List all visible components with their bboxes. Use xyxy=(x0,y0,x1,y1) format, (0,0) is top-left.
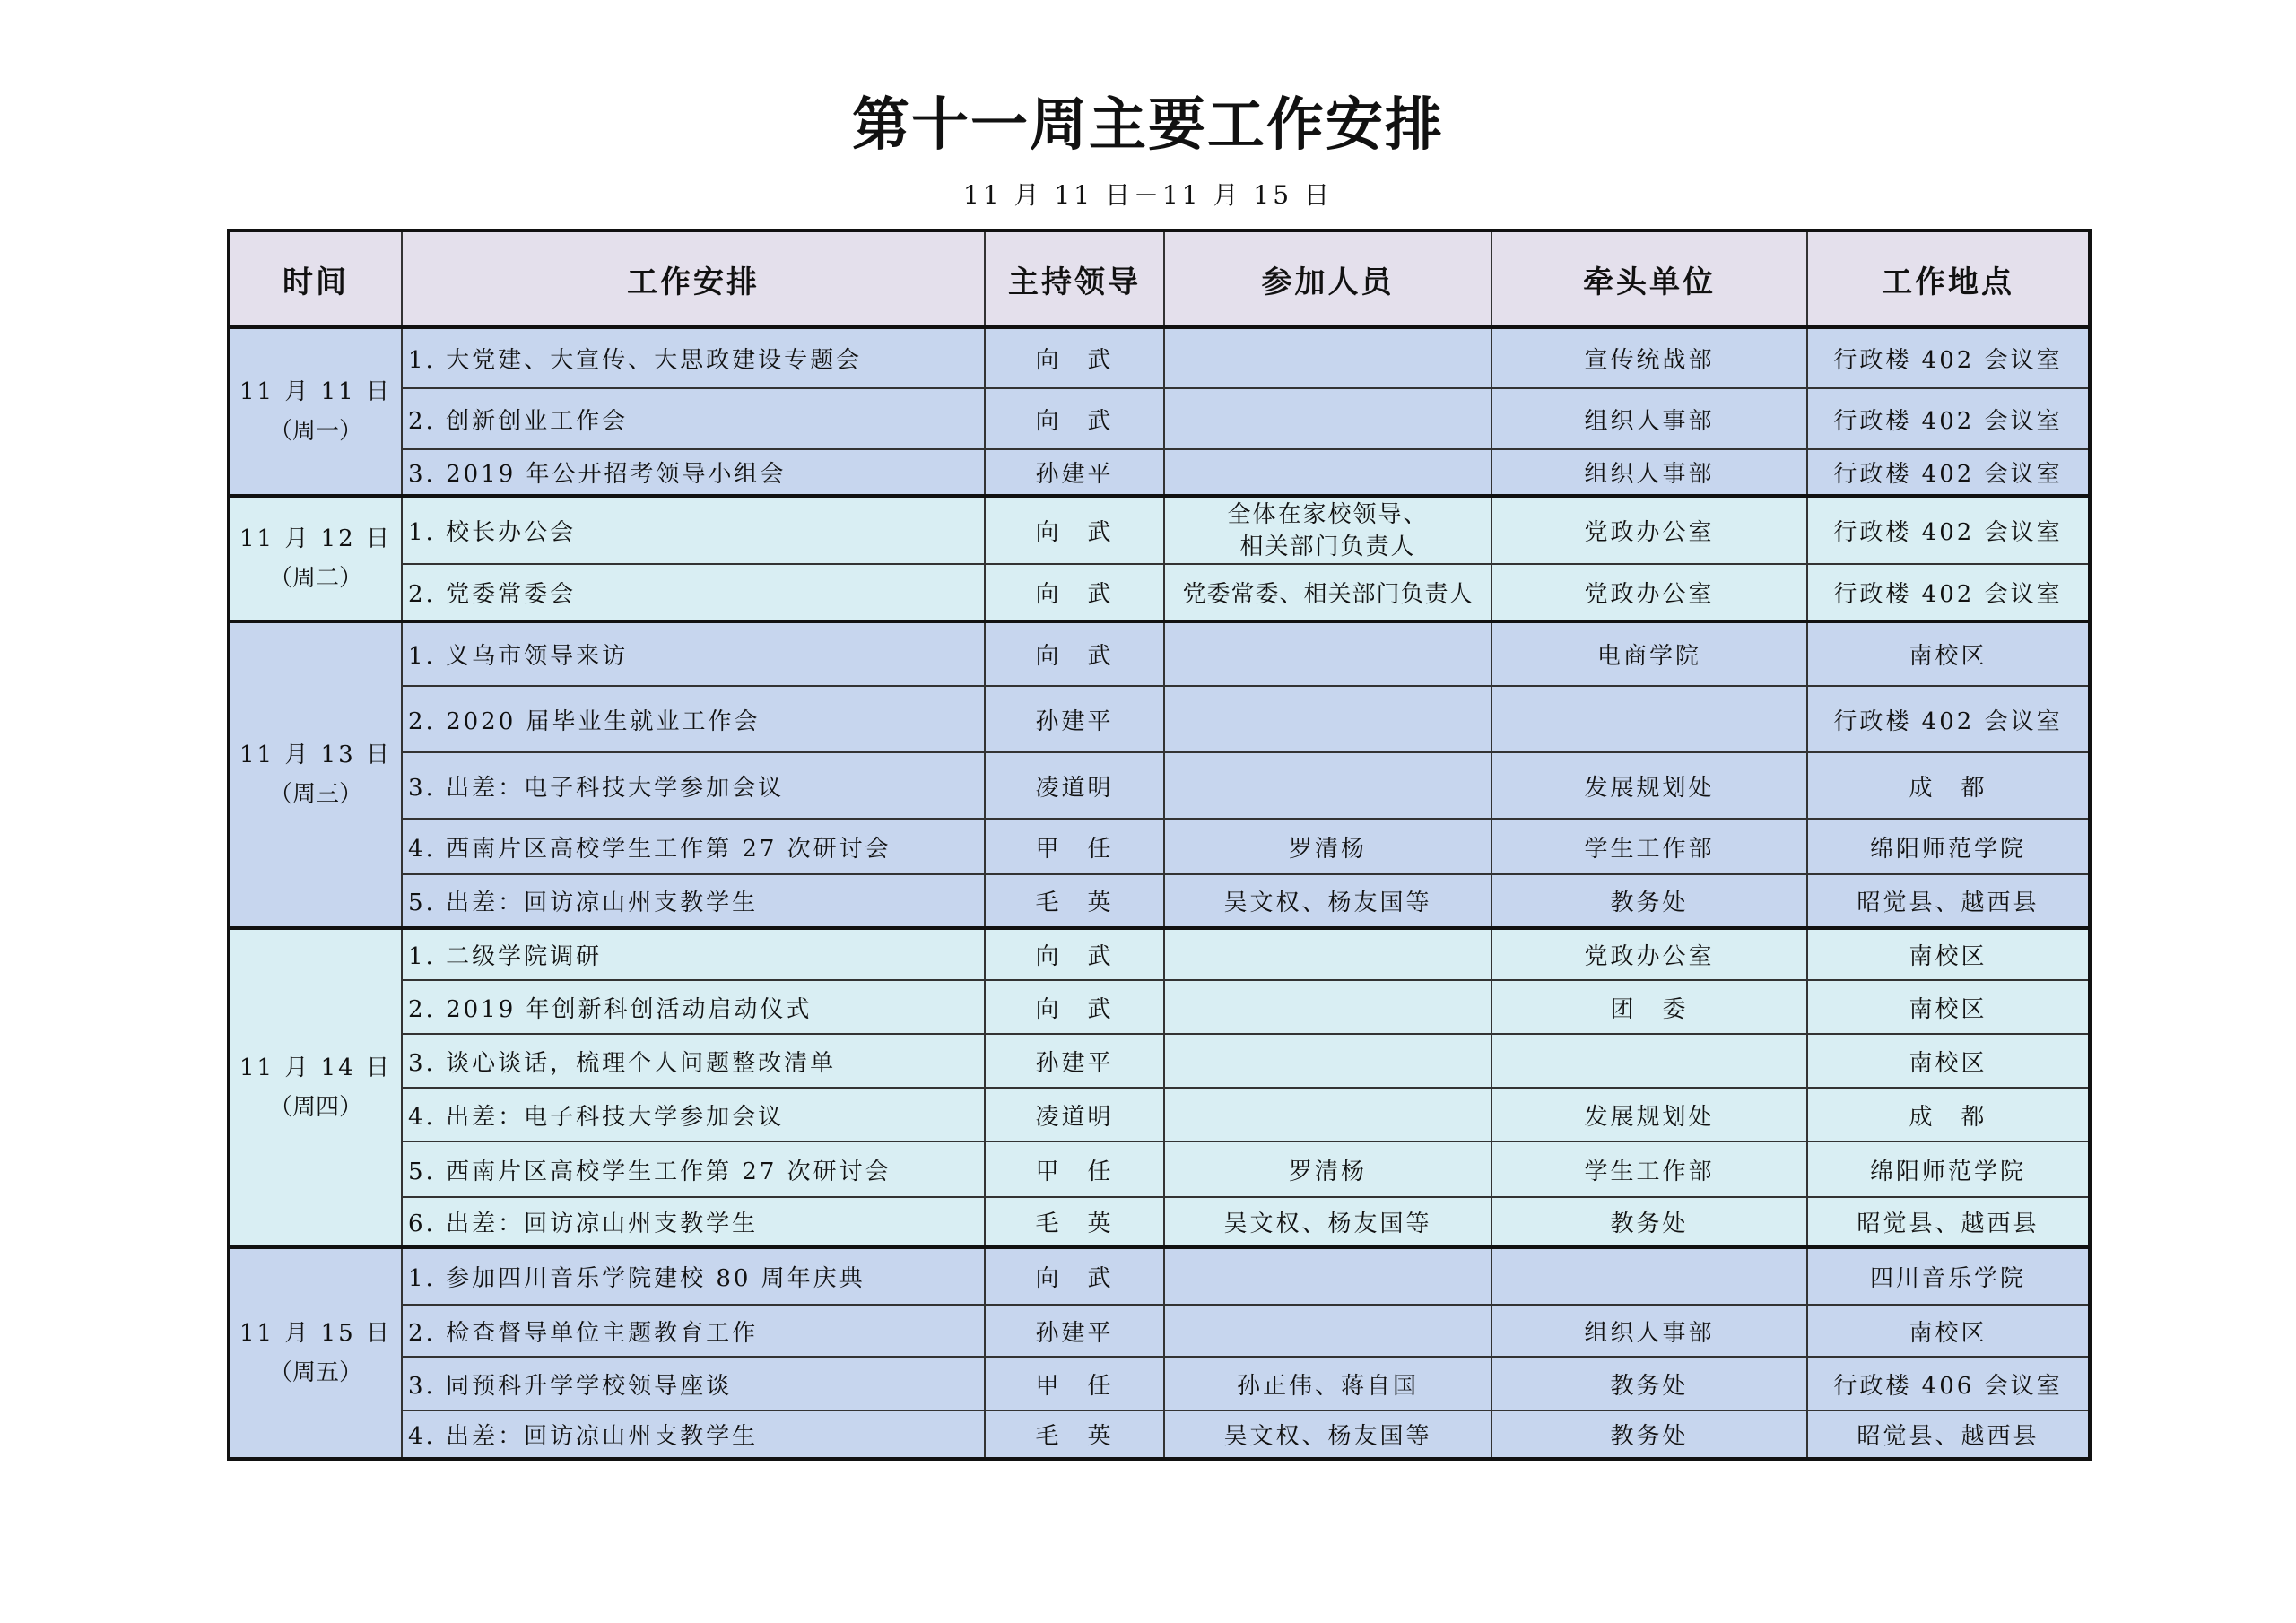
location-cell: 行政楼 402 会议室 xyxy=(1807,388,2090,449)
day-date: 11 月 15 日 xyxy=(239,1320,392,1347)
location-cell: 南校区 xyxy=(1807,980,2090,1034)
table-row xyxy=(229,1357,2090,1410)
day-cell xyxy=(229,1247,402,1459)
participants-cell xyxy=(1164,449,1492,496)
location-cell: 四川音乐学院 xyxy=(1807,1247,2090,1305)
task-cell: 1. 参加四川音乐学院建校 80 周年庆典 xyxy=(402,1247,985,1305)
unit-cell: 发展规划处 xyxy=(1492,752,1807,819)
location-cell: 绵阳师范学院 xyxy=(1807,819,2090,874)
task-cell: 3. 出差：电子科技大学参加会议 xyxy=(402,752,985,819)
task-cell: 3. 谈心谈话，梳理个人问题整改清单 xyxy=(402,1034,985,1088)
header-participants: 参加人员 xyxy=(1164,230,1492,327)
unit-cell: 组织人事部 xyxy=(1492,1305,1807,1357)
table-row xyxy=(229,1247,2090,1305)
day-cell xyxy=(229,496,402,621)
leader-cell: 向 武 xyxy=(985,564,1164,621)
location-cell: 昭觉县、越西县 xyxy=(1807,1410,2090,1459)
participants-cell xyxy=(1164,686,1492,752)
day-weekday: （周四） xyxy=(268,1094,362,1121)
task-cell: 5. 西南片区高校学生工作第 27 次研讨会 xyxy=(402,1141,985,1197)
location-cell: 成 都 xyxy=(1807,1088,2090,1141)
table-row xyxy=(229,496,2090,564)
day-group-wed xyxy=(229,621,2090,928)
participants-cell xyxy=(1164,388,1492,449)
day-cell xyxy=(229,327,402,496)
leader-cell: 凌道明 xyxy=(985,752,1164,819)
day-weekday: （周三） xyxy=(268,781,362,808)
header-time: 时间 xyxy=(229,230,402,327)
participants-cell xyxy=(1164,496,1492,564)
location-cell: 行政楼 402 会议室 xyxy=(1807,496,2090,564)
unit-cell xyxy=(1492,1247,1807,1305)
schedule-table xyxy=(227,229,2092,1461)
participants-cell xyxy=(1164,621,1492,686)
day-date: 11 月 14 日 xyxy=(239,1055,392,1081)
leader-cell: 毛 英 xyxy=(985,1410,1164,1459)
leader-cell: 向 武 xyxy=(985,327,1164,388)
participants-line-2: 相关部门负责人 xyxy=(1239,533,1416,560)
unit-cell: 电商学院 xyxy=(1492,621,1807,686)
participants-cell: 罗清杨 xyxy=(1164,1141,1492,1197)
task-cell: 6. 出差：回访凉山州支教学生 xyxy=(402,1197,985,1247)
table-row xyxy=(229,928,2090,980)
task-cell: 2. 创新创业工作会 xyxy=(402,388,985,449)
leader-cell: 向 武 xyxy=(985,928,1164,980)
task-cell: 2. 2019 年创新科创活动启动仪式 xyxy=(402,980,985,1034)
table-row xyxy=(229,686,2090,752)
leader-cell: 孙建平 xyxy=(985,1034,1164,1088)
table-row xyxy=(229,564,2090,621)
leader-cell: 向 武 xyxy=(985,388,1164,449)
unit-cell: 团 委 xyxy=(1492,980,1807,1034)
task-cell: 1. 大党建、大宣传、大思政建设专题会 xyxy=(402,327,985,388)
leader-cell: 毛 英 xyxy=(985,874,1164,928)
unit-cell: 党政办公室 xyxy=(1492,564,1807,621)
day-weekday: （周二） xyxy=(268,565,362,592)
day-group-thu xyxy=(229,928,2090,1247)
unit-cell: 发展规划处 xyxy=(1492,1088,1807,1141)
location-cell: 行政楼 402 会议室 xyxy=(1807,686,2090,752)
location-cell: 绵阳师范学院 xyxy=(1807,1141,2090,1197)
table-row xyxy=(229,621,2090,686)
unit-cell: 教务处 xyxy=(1492,1410,1807,1459)
location-cell: 行政楼 402 会议室 xyxy=(1807,327,2090,388)
header-leader: 主持领导 xyxy=(985,230,1164,327)
location-cell: 南校区 xyxy=(1807,928,2090,980)
table-row xyxy=(229,1141,2090,1197)
unit-cell: 党政办公室 xyxy=(1492,496,1807,564)
location-cell: 南校区 xyxy=(1807,1034,2090,1088)
unit-cell xyxy=(1492,1034,1807,1088)
task-cell: 5. 出差：回访凉山州支教学生 xyxy=(402,874,985,928)
task-cell: 4. 出差：回访凉山州支教学生 xyxy=(402,1410,985,1459)
header-location: 工作地点 xyxy=(1807,230,2090,327)
participants-cell: 罗清杨 xyxy=(1164,819,1492,874)
day-cell xyxy=(229,621,402,928)
day-group-fri xyxy=(229,1247,2090,1459)
location-cell: 昭觉县、越西县 xyxy=(1807,1197,2090,1247)
leader-cell: 向 武 xyxy=(985,1247,1164,1305)
task-cell: 2. 2020 届毕业生就业工作会 xyxy=(402,686,985,752)
unit-cell: 教务处 xyxy=(1492,1357,1807,1410)
location-cell: 行政楼 402 会议室 xyxy=(1807,449,2090,496)
table-row xyxy=(229,752,2090,819)
participants-cell: 吴文权、杨友国等 xyxy=(1164,1197,1492,1247)
unit-cell: 教务处 xyxy=(1492,1197,1807,1247)
day-date: 11 月 12 日 xyxy=(239,525,392,552)
day-weekday: （周五） xyxy=(268,1359,362,1386)
participants-cell: 吴文权、杨友国等 xyxy=(1164,874,1492,928)
participants-cell xyxy=(1164,980,1492,1034)
table-row xyxy=(229,327,2090,388)
location-cell: 南校区 xyxy=(1807,621,2090,686)
day-group-mon xyxy=(229,327,2090,496)
task-cell: 4. 西南片区高校学生工作第 27 次研讨会 xyxy=(402,819,985,874)
table-row xyxy=(229,874,2090,928)
table-row xyxy=(229,1197,2090,1247)
leader-cell: 向 武 xyxy=(985,496,1164,564)
participants-cell xyxy=(1164,1305,1492,1357)
table-row xyxy=(229,819,2090,874)
unit-cell: 党政办公室 xyxy=(1492,928,1807,980)
leader-cell: 甲 任 xyxy=(985,1141,1164,1197)
table-row xyxy=(229,980,2090,1034)
page-title: 第十一周主要工作安排 xyxy=(852,91,1444,159)
participants-cell xyxy=(1164,1247,1492,1305)
unit-cell: 组织人事部 xyxy=(1492,388,1807,449)
day-group-tue xyxy=(229,496,2090,621)
leader-cell: 孙建平 xyxy=(985,686,1164,752)
task-cell: 1. 校长办公会 xyxy=(402,496,985,564)
unit-cell: 教务处 xyxy=(1492,874,1807,928)
day-date: 11 月 13 日 xyxy=(239,742,392,768)
task-cell: 2. 党委常委会 xyxy=(402,564,985,621)
leader-cell: 孙建平 xyxy=(985,1305,1164,1357)
date-range: 11 月 11 日－11 月 15 日 xyxy=(963,180,1333,210)
unit-cell: 组织人事部 xyxy=(1492,449,1807,496)
unit-cell: 学生工作部 xyxy=(1492,1141,1807,1197)
leader-cell: 向 武 xyxy=(985,980,1164,1034)
participants-cell xyxy=(1164,928,1492,980)
task-cell: 1. 二级学院调研 xyxy=(402,928,985,980)
location-cell: 成 都 xyxy=(1807,752,2090,819)
location-cell: 南校区 xyxy=(1807,1305,2090,1357)
day-date: 11 月 11 日 xyxy=(239,378,392,405)
task-cell: 3. 2019 年公开招考领导小组会 xyxy=(402,449,985,496)
leader-cell: 甲 任 xyxy=(985,819,1164,874)
header-unit: 牵头单位 xyxy=(1492,230,1807,327)
table-row xyxy=(229,1034,2090,1088)
leader-cell: 甲 任 xyxy=(985,1357,1164,1410)
location-cell: 行政楼 406 会议室 xyxy=(1807,1357,2090,1410)
participants-line-1: 全体在家校领导、 xyxy=(1227,500,1429,528)
participants-cell xyxy=(1164,327,1492,388)
unit-cell: 宣传统战部 xyxy=(1492,327,1807,388)
location-cell: 昭觉县、越西县 xyxy=(1807,874,2090,928)
table-row xyxy=(229,388,2090,449)
task-cell: 3. 同预科升学学校领导座谈 xyxy=(402,1357,985,1410)
leader-cell: 毛 英 xyxy=(985,1197,1164,1247)
participants-cell xyxy=(1164,752,1492,819)
header-task: 工作安排 xyxy=(402,230,985,327)
day-weekday: （周一） xyxy=(268,418,362,445)
participants-cell: 孙正伟、蒋自国 xyxy=(1164,1357,1492,1410)
participants-cell: 党委常委、相关部门负责人 xyxy=(1164,564,1492,621)
location-cell: 行政楼 402 会议室 xyxy=(1807,564,2090,621)
table-row xyxy=(229,1410,2090,1459)
task-cell: 4. 出差：电子科技大学参加会议 xyxy=(402,1088,985,1141)
table-row xyxy=(229,1088,2090,1141)
leader-cell: 凌道明 xyxy=(985,1088,1164,1141)
leader-cell: 孙建平 xyxy=(985,449,1164,496)
header-row xyxy=(229,230,2090,327)
day-cell xyxy=(229,928,402,1247)
table-row xyxy=(229,449,2090,496)
participants-cell: 吴文权、杨友国等 xyxy=(1164,1410,1492,1459)
participants-cell xyxy=(1164,1088,1492,1141)
unit-cell xyxy=(1492,686,1807,752)
task-cell: 1. 义乌市领导来访 xyxy=(402,621,985,686)
unit-cell: 学生工作部 xyxy=(1492,819,1807,874)
table-row xyxy=(229,1305,2090,1357)
task-cell: 2. 检查督导单位主题教育工作 xyxy=(402,1305,985,1357)
participants-cell xyxy=(1164,1034,1492,1088)
leader-cell: 向 武 xyxy=(985,621,1164,686)
